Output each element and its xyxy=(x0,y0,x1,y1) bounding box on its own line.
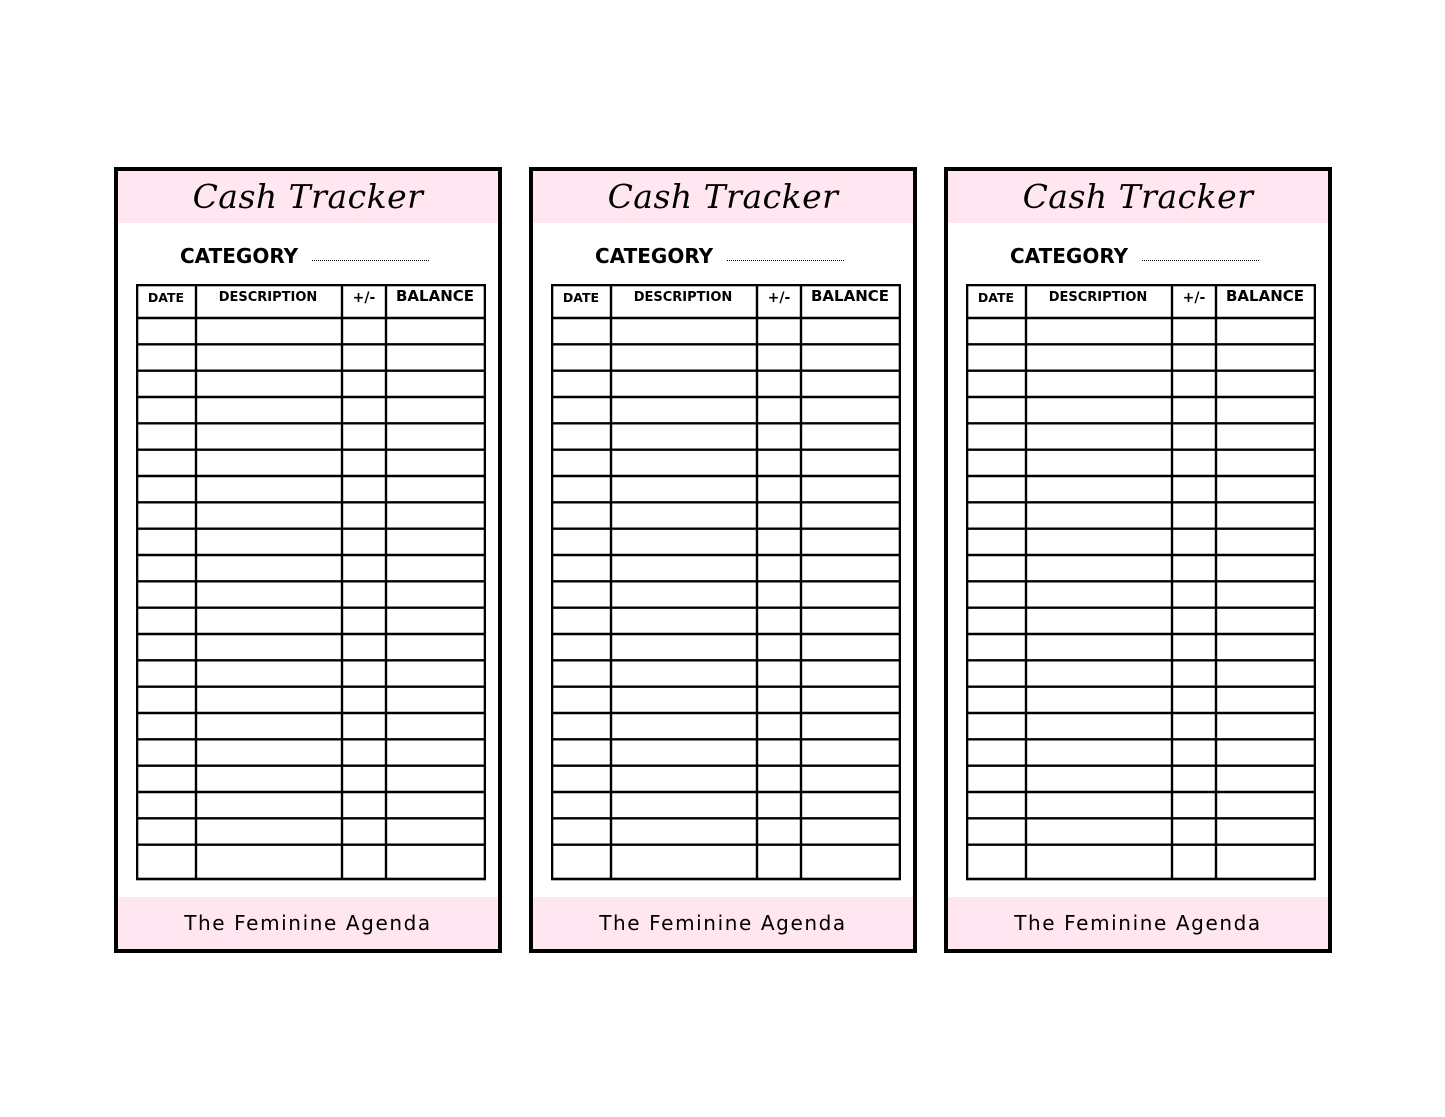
ledger-header-row xyxy=(136,284,484,318)
table-row[interactable] xyxy=(138,793,484,817)
table-row[interactable] xyxy=(553,372,899,396)
table-row[interactable] xyxy=(968,504,1314,528)
table-row[interactable] xyxy=(968,635,1314,659)
table-row[interactable] xyxy=(553,346,899,370)
table-row[interactable] xyxy=(138,609,484,633)
table-row[interactable] xyxy=(138,425,484,449)
ledger-header-row xyxy=(966,284,1314,318)
brand-footer: The Feminine Agenda xyxy=(184,911,432,935)
table-row[interactable] xyxy=(553,477,899,501)
card-title: Cash Tracker xyxy=(1022,177,1254,216)
ledger-header-row xyxy=(551,284,899,318)
table-row[interactable] xyxy=(968,609,1314,633)
category-label: CATEGORY xyxy=(595,244,714,268)
table-row[interactable] xyxy=(553,741,899,765)
category-label: CATEGORY xyxy=(180,244,299,268)
card-title: Cash Tracker xyxy=(192,177,424,216)
table-row[interactable] xyxy=(553,635,899,659)
category-label: CATEGORY xyxy=(1010,244,1129,268)
table-row[interactable] xyxy=(138,741,484,765)
table-row[interactable] xyxy=(138,583,484,607)
table-row[interactable] xyxy=(968,662,1314,686)
table-row[interactable] xyxy=(138,846,484,878)
category-row xyxy=(1010,243,1270,269)
brand-footer: The Feminine Agenda xyxy=(1014,911,1262,935)
ledger-table xyxy=(136,284,486,881)
table-row[interactable] xyxy=(553,846,899,878)
column-header-plus-minus: +/- xyxy=(1182,290,1206,306)
table-row[interactable] xyxy=(138,319,484,343)
column-header-description: DESCRIPTION xyxy=(1048,290,1148,305)
table-row[interactable] xyxy=(968,583,1314,607)
category-fill-line[interactable] xyxy=(1142,260,1259,261)
table-row[interactable] xyxy=(553,530,899,554)
column-header-description: DESCRIPTION xyxy=(633,290,733,305)
table-row[interactable] xyxy=(553,556,899,580)
table-row[interactable] xyxy=(553,398,899,422)
table-row[interactable] xyxy=(553,714,899,738)
column-header-date: DATE xyxy=(977,290,1015,305)
table-row[interactable] xyxy=(553,793,899,817)
ledger-grid xyxy=(136,284,486,881)
table-row[interactable] xyxy=(553,504,899,528)
table-row[interactable] xyxy=(138,477,484,501)
column-header-balance: BALANCE xyxy=(1225,287,1305,305)
table-row[interactable] xyxy=(968,767,1314,791)
table-row[interactable] xyxy=(968,477,1314,501)
table-row[interactable] xyxy=(138,530,484,554)
table-row[interactable] xyxy=(553,820,899,844)
brand-footer: The Feminine Agenda xyxy=(599,911,847,935)
column-header-date: DATE xyxy=(562,290,600,305)
category-row xyxy=(180,243,440,269)
table-row[interactable] xyxy=(968,451,1314,475)
ledger-table xyxy=(966,284,1316,881)
category-fill-line[interactable] xyxy=(312,260,429,261)
table-row[interactable] xyxy=(553,767,899,791)
table-row[interactable] xyxy=(553,451,899,475)
table-row[interactable] xyxy=(968,346,1314,370)
table-row[interactable] xyxy=(138,820,484,844)
table-row[interactable] xyxy=(968,372,1314,396)
table-row[interactable] xyxy=(138,767,484,791)
table-row[interactable] xyxy=(968,741,1314,765)
table-row[interactable] xyxy=(138,372,484,396)
column-header-date: DATE xyxy=(147,290,185,305)
table-row[interactable] xyxy=(138,504,484,528)
cash-tracker-card xyxy=(114,167,502,953)
ledger-table xyxy=(551,284,901,881)
table-row[interactable] xyxy=(968,425,1314,449)
table-row[interactable] xyxy=(968,398,1314,422)
table-row[interactable] xyxy=(138,556,484,580)
card-title: Cash Tracker xyxy=(607,177,839,216)
table-row[interactable] xyxy=(138,398,484,422)
table-row[interactable] xyxy=(553,609,899,633)
table-row[interactable] xyxy=(968,688,1314,712)
table-row[interactable] xyxy=(138,662,484,686)
table-row[interactable] xyxy=(138,451,484,475)
table-row[interactable] xyxy=(968,793,1314,817)
table-row[interactable] xyxy=(138,346,484,370)
table-row[interactable] xyxy=(138,635,484,659)
column-header-plus-minus: +/- xyxy=(767,290,791,306)
table-row[interactable] xyxy=(553,319,899,343)
table-row[interactable] xyxy=(968,846,1314,878)
column-header-balance: BALANCE xyxy=(810,287,890,305)
table-row[interactable] xyxy=(968,714,1314,738)
table-row[interactable] xyxy=(968,319,1314,343)
cash-tracker-card xyxy=(529,167,917,953)
table-row[interactable] xyxy=(968,556,1314,580)
column-header-description: DESCRIPTION xyxy=(218,290,318,305)
table-row[interactable] xyxy=(553,688,899,712)
table-row[interactable] xyxy=(553,425,899,449)
table-row[interactable] xyxy=(138,714,484,738)
category-row xyxy=(595,243,855,269)
table-row[interactable] xyxy=(968,820,1314,844)
ledger-grid xyxy=(966,284,1316,881)
column-header-plus-minus: +/- xyxy=(352,290,376,306)
table-row[interactable] xyxy=(138,688,484,712)
ledger-grid xyxy=(551,284,901,881)
category-fill-line[interactable] xyxy=(727,260,844,261)
column-header-balance: BALANCE xyxy=(395,287,475,305)
table-row[interactable] xyxy=(553,583,899,607)
table-row[interactable] xyxy=(968,530,1314,554)
cash-tracker-card xyxy=(944,167,1332,953)
table-row[interactable] xyxy=(553,662,899,686)
